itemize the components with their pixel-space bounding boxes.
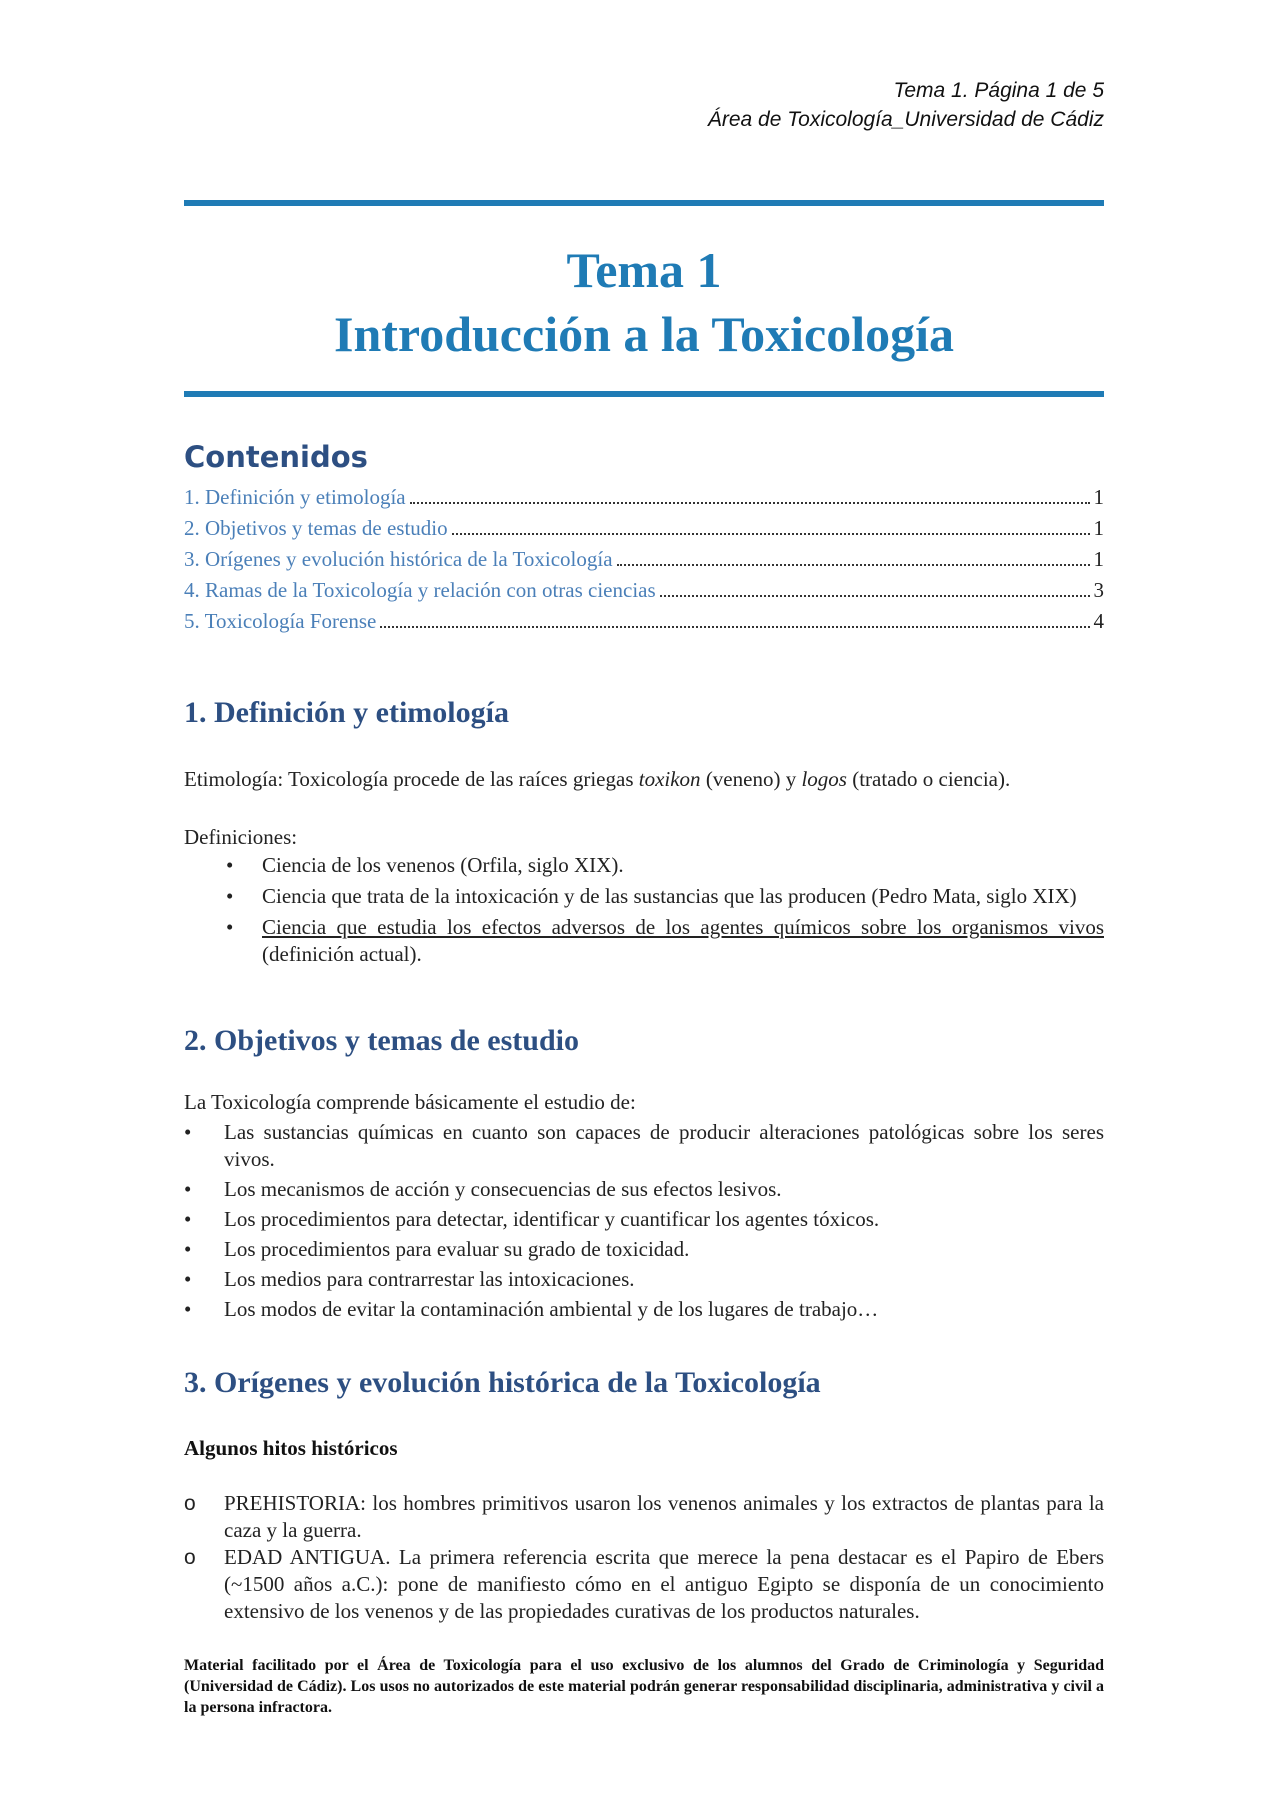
toc-leader-dots — [410, 502, 1090, 504]
list-item — [184, 1296, 1104, 1323]
bullet-icon: • — [184, 1237, 192, 1261]
list-item — [184, 1119, 1104, 1173]
bullet-icon: • — [226, 884, 234, 908]
list-item — [184, 883, 1104, 910]
circle-bullet-icon: o — [184, 1492, 196, 1515]
section-1-heading: 1. Definición y etimología — [184, 696, 509, 729]
definitions-label: Definiciones: — [184, 825, 298, 849]
definitions-list — [184, 852, 1104, 972]
toc-leader-dots — [617, 564, 1090, 566]
objective-text: Los procedimientos para detectar, identificar y cuantificar los agentes tóxicos. — [224, 1207, 880, 1231]
objectives-list — [184, 1119, 1104, 1326]
etymology-text: (tratado o ciencia). — [846, 767, 1011, 791]
bullet-icon: • — [184, 1297, 192, 1321]
toc-entry-label[interactable]: 1. Definición y etimología — [184, 485, 406, 509]
title-line-2: Introducción a la Toxicología — [333, 306, 955, 362]
section-3-heading: 3. Orígenes y evolución histórica de la Toxicología — [184, 1366, 821, 1399]
toc-entry-page: 1 — [1093, 485, 1104, 509]
bullet-icon: • — [184, 1267, 192, 1291]
list-item — [184, 1176, 1104, 1203]
toc-entry[interactable] — [184, 482, 1104, 513]
toc-entry[interactable] — [184, 544, 1104, 575]
list-item — [184, 1206, 1104, 1233]
objective-text: Los mecanismos de acción y consecuencias de sus efectos lesivos. — [224, 1177, 782, 1201]
list-item — [184, 852, 1104, 879]
definition-text: (definición actual). — [262, 942, 422, 966]
list-item — [184, 1236, 1104, 1263]
etymology-term-logos: logos — [801, 767, 847, 791]
toc-entry-page: 4 — [1093, 609, 1104, 633]
toc-entry-label[interactable]: 3. Orígenes y evolución histórica de la Toxicología — [184, 547, 613, 571]
title-top-rule — [184, 200, 1104, 206]
section-2-heading: 2. Objetivos y temas de estudio — [184, 1024, 579, 1057]
section-2-intro: La Toxicología comprende básicamente el estudio de: — [184, 1090, 636, 1114]
page-footer-disclaimer: Material facilitado por el Área de Toxicología para el uso exclusivo de los alumnos del Grado de Criminología y Seguridad (Universidad de Cádiz). Los usos no autorizados de este material podrán generar responsabilidad disciplinaria, administrativa y civil a la persona infractora. — [184, 1657, 1104, 1716]
page-title — [184, 238, 1104, 366]
definition-text: Ciencia que trata de la intoxicación y de las sustancias que las producen (Pedro Mata, siglo XIX) — [262, 884, 1077, 908]
toc-entry-label[interactable]: 2. Objetivos y temas de estudio — [184, 516, 448, 540]
section-3-subheading: Algunos hitos históricos — [184, 1436, 398, 1460]
toc-leader-dots — [452, 533, 1090, 535]
toc-entry-page: 1 — [1093, 516, 1104, 540]
objective-text: Las sustancias químicas en cuanto son capaces de producir alteraciones patológicas sobre los seres vivos. — [224, 1120, 1104, 1171]
toc-entry-label[interactable]: 5. Toxicología Forense — [184, 609, 377, 633]
objective-text: Los medios para contrarrestar las intoxicaciones. — [224, 1267, 635, 1291]
milestones-list — [184, 1490, 1104, 1625]
circle-bullet-icon: o — [184, 1546, 196, 1569]
objective-text: Los modos de evitar la contaminación ambiental y de los lugares de trabajo… — [224, 1297, 879, 1321]
etymology-term-toxikon: toxikon — [638, 767, 701, 791]
title-bottom-rule — [184, 391, 1104, 397]
definition-text: Ciencia de los venenos (Orfila, siglo XIX). — [262, 853, 624, 877]
toc-entry[interactable] — [184, 606, 1104, 637]
bullet-icon: • — [184, 1207, 192, 1231]
header-page-number: Tema 1. Página 1 de 5 — [893, 79, 1104, 102]
list-item — [184, 1544, 1104, 1625]
definition-text-underlined: Ciencia que estudia los efectos adversos de los agentes químicos sobre los organismos vivos — [262, 915, 1104, 939]
etymology-text: (veneno) y — [700, 767, 802, 791]
bullet-icon: • — [226, 853, 234, 877]
toc-entry[interactable] — [184, 513, 1104, 544]
milestone-text: EDAD ANTIGUA. La primera referencia escrita que merece la pena destacar es el Papiro de Ebers (~1500 años a.C.): pone de manifiesto cómo en el antiguo Egipto se disponía de un conocimiento extensivo de los venenos y de las propiedades curativas de los productos naturales. — [224, 1545, 1104, 1623]
header-institution: Área de Toxicología_Universidad de Cádiz — [707, 108, 1104, 131]
bullet-icon: • — [184, 1177, 192, 1201]
toc-leader-dots — [380, 626, 1089, 628]
etymology-text: Etimología: Toxicología procede de las raíces griegas — [184, 767, 639, 791]
bullet-icon: • — [184, 1120, 192, 1144]
list-item — [184, 1266, 1104, 1293]
toc-leader-dots — [660, 595, 1090, 597]
page-header — [708, 76, 1104, 134]
etymology-paragraph — [184, 766, 1104, 793]
toc-entry-page: 1 — [1093, 547, 1104, 571]
table-of-contents — [184, 482, 1104, 637]
milestone-text: PREHISTORIA: los hombres primitivos usaron los venenos animales y los extractos de plantas para la caza y la guerra. — [224, 1491, 1104, 1542]
objective-text: Los procedimientos para evaluar su grado de toxicidad. — [224, 1237, 690, 1261]
toc-entry[interactable] — [184, 575, 1104, 606]
bullet-icon: • — [226, 915, 234, 939]
toc-entry-page: 3 — [1093, 578, 1104, 602]
list-item — [184, 1490, 1104, 1544]
list-item — [184, 914, 1104, 968]
title-line-1: Tema 1 — [566, 242, 722, 298]
toc-entry-label[interactable]: 4. Ramas de la Toxicología y relación con otras ciencias — [184, 578, 656, 602]
contents-heading: Contenidos — [184, 440, 368, 474]
